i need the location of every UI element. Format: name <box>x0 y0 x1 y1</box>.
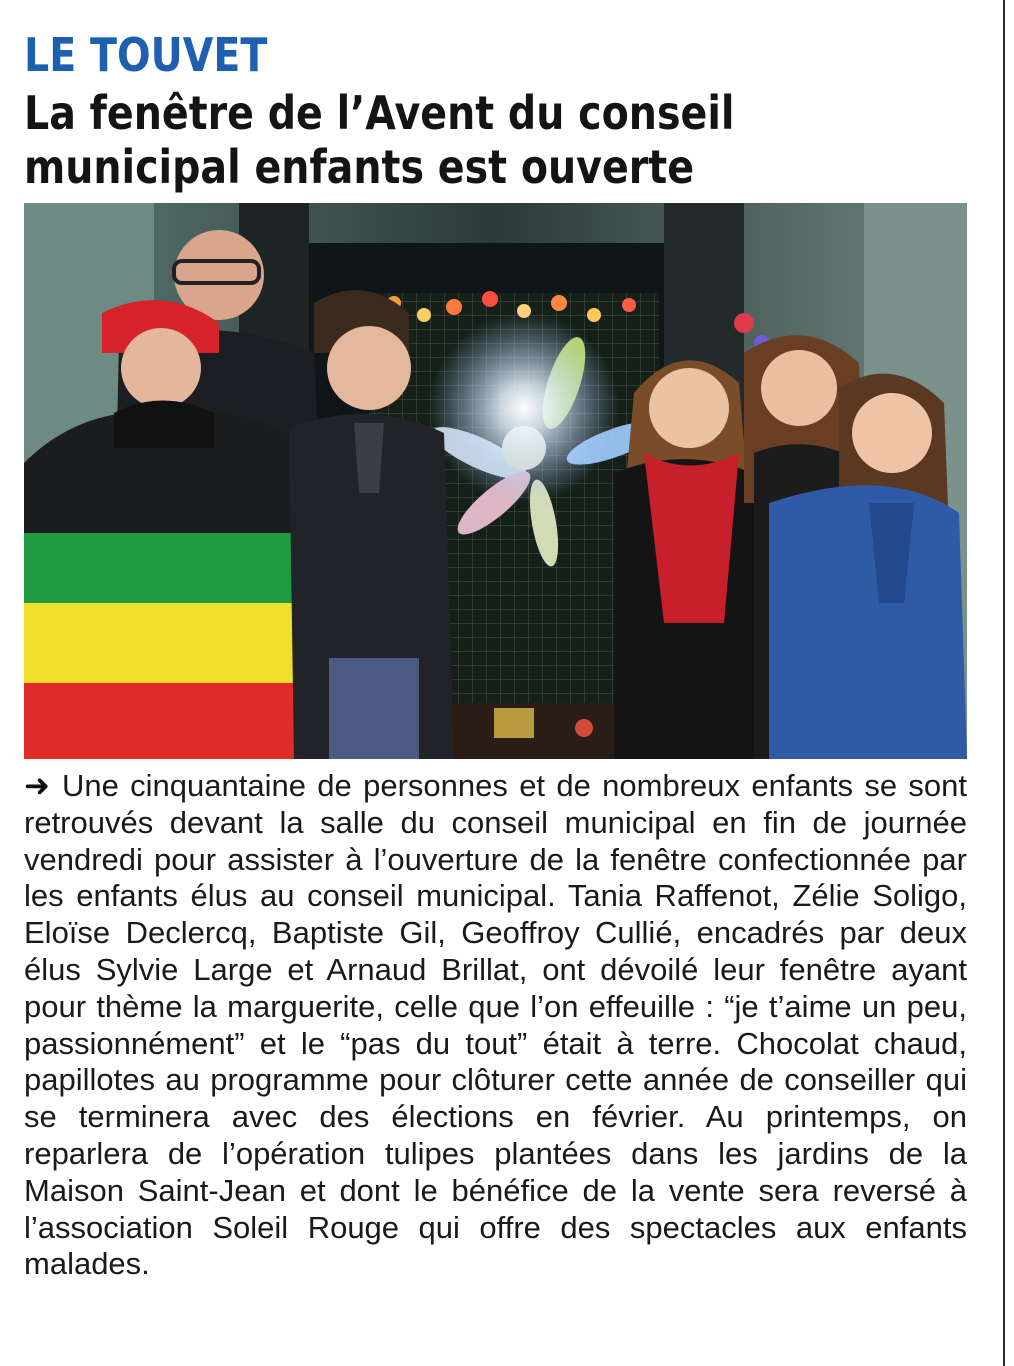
headline-line-1: La fenêtre de l’Avent du conseil <box>24 86 735 140</box>
article-photo <box>24 203 967 759</box>
headline-line-2: municipal enfants est ouverte <box>24 140 695 194</box>
article-headline <box>24 86 734 194</box>
article-kicker: LE TOUVET <box>24 28 268 82</box>
article-body <box>24 768 967 1283</box>
article-body-text: Une cinquantaine de personnes et de nombreux enfants se sont retrouvés devant la salle du conseil municipal en fin de journée vendredi pour assister à l’ouverture de la fenêtre confectionnée par les enfants élus au conseil municipal. Tania Raffenot, Zélie Soligo, Eloïse Declercq, Baptiste Gil, Geoffroy Cullié, encadrés par deux élus Sylvie Large et Arnaud Brillat, ont dévoilé leur fenêtre ayant pour thème la marguerite, celle que l’on effeuille : “je t’aime un peu, passionnément” et le “pas du tout” était à terre. Chocolat chaud, papillotes au programme pour clôturer cette année de conseiller qui se terminera avec des élections en février. Au printemps, on reparlera de l’opération tulipes plantées dans les jardins de la Maison Saint-Jean et dont le bénéfice de la vente sera reversé à l’association Soleil Rouge qui offre des spectacles aux enfants malades. <box>24 768 967 1282</box>
column-rule <box>1003 0 1005 1366</box>
arrow-right-icon: ➜ <box>24 768 50 804</box>
